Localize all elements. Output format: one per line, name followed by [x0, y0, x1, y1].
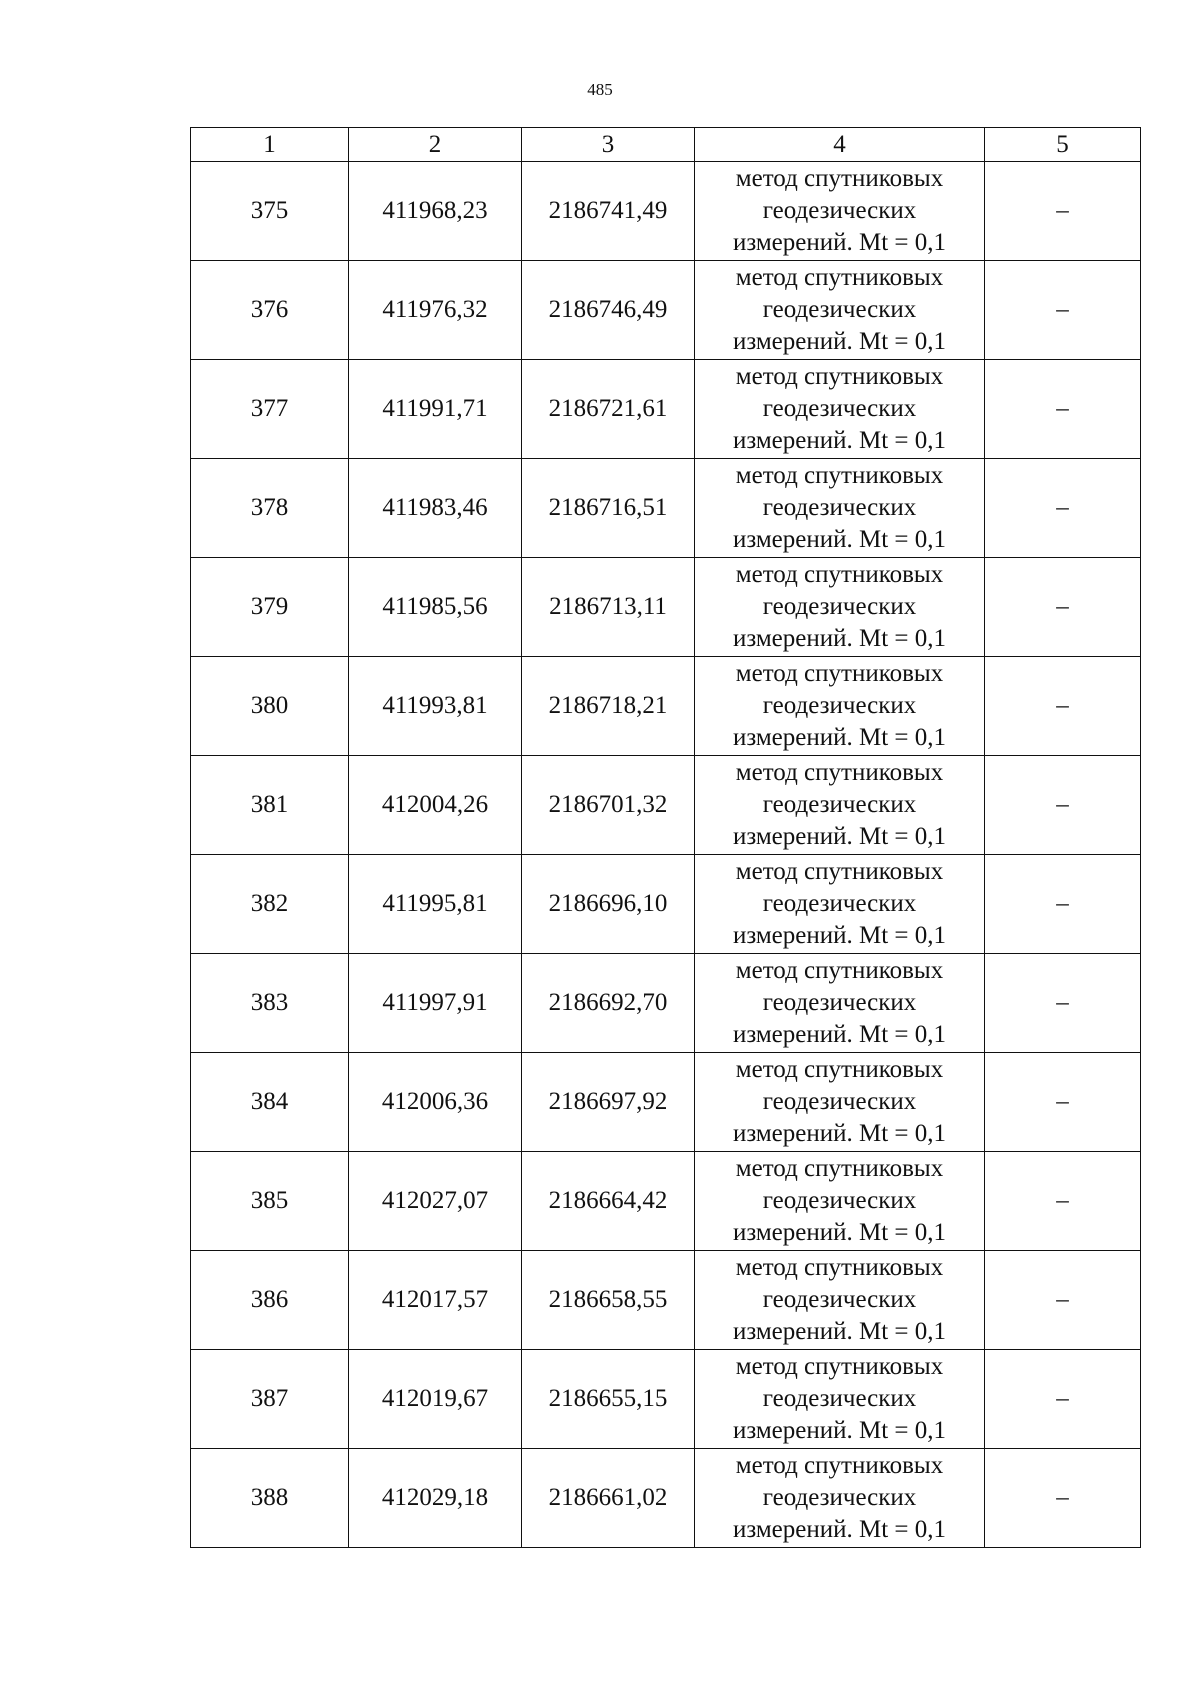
note-cell: –: [985, 756, 1141, 855]
method-text-line: измерений. Mt = 0,1: [732, 1417, 947, 1444]
method-text-line: метод спутниковых: [735, 1056, 944, 1083]
method-text-line: измерений. Mt = 0,1: [732, 526, 947, 553]
method-text-line: геодезических: [762, 593, 917, 620]
table-row: [191, 1152, 1141, 1251]
table-row: [191, 459, 1141, 558]
method-cell: [695, 360, 985, 459]
method-cell: [695, 459, 985, 558]
method-cell: [695, 1251, 985, 1350]
x-coordinate-cell: 412004,26: [349, 756, 522, 855]
y-coordinate-cell: 2186696,10: [522, 855, 695, 954]
note-cell: –: [985, 360, 1141, 459]
note-cell: –: [985, 162, 1141, 261]
point-number-cell: 381: [191, 756, 349, 855]
y-coordinate-cell: 2186721,61: [522, 360, 695, 459]
method-text-line: измерений. Mt = 0,1: [732, 823, 947, 850]
method-cell: [695, 261, 985, 360]
point-number-cell: 375: [191, 162, 349, 261]
table-body: [191, 162, 1141, 1548]
method-text-line: метод спутниковых: [735, 858, 944, 885]
note-cell: –: [985, 1449, 1141, 1548]
table-row: [191, 360, 1141, 459]
method-text-line: измерений. Mt = 0,1: [732, 625, 947, 652]
coordinates-table: [190, 127, 1141, 1548]
point-number-cell: 378: [191, 459, 349, 558]
y-coordinate-cell: 2186661,02: [522, 1449, 695, 1548]
method-text-line: метод спутниковых: [735, 561, 944, 588]
y-coordinate-cell: 2186692,70: [522, 954, 695, 1053]
x-coordinate-cell: 412029,18: [349, 1449, 522, 1548]
note-cell: –: [985, 558, 1141, 657]
method-cell: [695, 756, 985, 855]
method-text-line: геодезических: [762, 494, 917, 521]
point-number-cell: 377: [191, 360, 349, 459]
method-cell: [695, 855, 985, 954]
x-coordinate-cell: 411985,56: [349, 558, 522, 657]
y-coordinate-cell: 2186658,55: [522, 1251, 695, 1350]
point-number-cell: 386: [191, 1251, 349, 1350]
x-coordinate-cell: 412027,07: [349, 1152, 522, 1251]
header-col-2: 2: [349, 128, 522, 162]
note-cell: –: [985, 1152, 1141, 1251]
method-text-line: геодезических: [762, 1385, 917, 1412]
method-cell: [695, 954, 985, 1053]
x-coordinate-cell: 411991,71: [349, 360, 522, 459]
x-coordinate-cell: 411993,81: [349, 657, 522, 756]
point-number-cell: 380: [191, 657, 349, 756]
method-cell: [695, 1053, 985, 1152]
method-text-line: измерений. Mt = 0,1: [732, 724, 947, 751]
method-text-line: метод спутниковых: [735, 462, 944, 489]
method-text-line: измерений. Mt = 0,1: [732, 1219, 947, 1246]
method-text-line: измерений. Mt = 0,1: [732, 1516, 947, 1543]
table-row: [191, 855, 1141, 954]
y-coordinate-cell: 2186697,92: [522, 1053, 695, 1152]
method-text-line: метод спутниковых: [735, 165, 944, 192]
table-row: [191, 162, 1141, 261]
method-text-line: метод спутниковых: [735, 660, 944, 687]
y-coordinate-cell: 2186741,49: [522, 162, 695, 261]
table-row: [191, 756, 1141, 855]
table-row: [191, 1350, 1141, 1449]
method-text-line: измерений. Mt = 0,1: [732, 229, 947, 256]
method-cell: [695, 162, 985, 261]
y-coordinate-cell: 2186664,42: [522, 1152, 695, 1251]
table-row: [191, 1053, 1141, 1152]
page-number: 485: [587, 80, 613, 99]
y-coordinate-cell: 2186713,11: [522, 558, 695, 657]
point-number-cell: 379: [191, 558, 349, 657]
method-text-line: геодезических: [762, 1484, 917, 1511]
point-number-cell: 376: [191, 261, 349, 360]
y-coordinate-cell: 2186701,32: [522, 756, 695, 855]
method-text-line: метод спутниковых: [735, 1254, 944, 1281]
table-row: [191, 657, 1141, 756]
method-text-line: измерений. Mt = 0,1: [732, 1021, 947, 1048]
x-coordinate-cell: 412017,57: [349, 1251, 522, 1350]
method-text-line: измерений. Mt = 0,1: [732, 1318, 947, 1345]
point-number-cell: 382: [191, 855, 349, 954]
method-text-line: измерений. Mt = 0,1: [732, 328, 947, 355]
point-number-cell: 388: [191, 1449, 349, 1548]
method-text-line: измерений. Mt = 0,1: [732, 427, 947, 454]
table-row: [191, 1251, 1141, 1350]
method-text-line: метод спутниковых: [735, 1353, 944, 1380]
method-text-line: геодезических: [762, 197, 917, 224]
method-text-line: геодезических: [762, 395, 917, 422]
method-cell: [695, 1350, 985, 1449]
note-cell: –: [985, 954, 1141, 1053]
note-cell: –: [985, 855, 1141, 954]
y-coordinate-cell: 2186746,49: [522, 261, 695, 360]
x-coordinate-cell: 411997,91: [349, 954, 522, 1053]
table-row: [191, 261, 1141, 360]
y-coordinate-cell: 2186655,15: [522, 1350, 695, 1449]
method-text-line: геодезических: [762, 791, 917, 818]
method-text-line: метод спутниковых: [735, 957, 944, 984]
table-row: [191, 1449, 1141, 1548]
table-row: [191, 954, 1141, 1053]
header-col-1: 1: [191, 128, 349, 162]
method-text-line: метод спутниковых: [735, 1155, 944, 1182]
table-header: [191, 128, 1141, 162]
method-text-line: геодезических: [762, 1088, 917, 1115]
method-text-line: метод спутниковых: [735, 1452, 944, 1479]
header-col-4: 4: [695, 128, 985, 162]
table-row: [191, 558, 1141, 657]
method-text-line: геодезических: [762, 890, 917, 917]
method-cell: [695, 1152, 985, 1251]
header-col-3: 3: [522, 128, 695, 162]
method-text-line: геодезических: [762, 692, 917, 719]
point-number-cell: 387: [191, 1350, 349, 1449]
header-row: [191, 128, 1141, 162]
method-text-line: измерений. Mt = 0,1: [732, 1120, 947, 1147]
method-text-line: геодезических: [762, 1286, 917, 1313]
note-cell: –: [985, 459, 1141, 558]
method-text-line: геодезических: [762, 296, 917, 323]
x-coordinate-cell: 411995,81: [349, 855, 522, 954]
note-cell: –: [985, 1251, 1141, 1350]
method-text-line: геодезических: [762, 1187, 917, 1214]
point-number-cell: 383: [191, 954, 349, 1053]
method-text-line: измерений. Mt = 0,1: [732, 922, 947, 949]
y-coordinate-cell: 2186718,21: [522, 657, 695, 756]
method-text-line: метод спутниковых: [735, 363, 944, 390]
note-cell: –: [985, 1350, 1141, 1449]
method-text-line: геодезических: [762, 989, 917, 1016]
x-coordinate-cell: 411976,32: [349, 261, 522, 360]
y-coordinate-cell: 2186716,51: [522, 459, 695, 558]
method-cell: [695, 657, 985, 756]
note-cell: –: [985, 1053, 1141, 1152]
method-text-line: метод спутниковых: [735, 759, 944, 786]
note-cell: –: [985, 261, 1141, 360]
note-cell: –: [985, 657, 1141, 756]
x-coordinate-cell: 412019,67: [349, 1350, 522, 1449]
header-col-5: 5: [985, 128, 1141, 162]
point-number-cell: 384: [191, 1053, 349, 1152]
x-coordinate-cell: 411968,23: [349, 162, 522, 261]
point-number-cell: 385: [191, 1152, 349, 1251]
method-cell: [695, 558, 985, 657]
x-coordinate-cell: 412006,36: [349, 1053, 522, 1152]
x-coordinate-cell: 411983,46: [349, 459, 522, 558]
method-cell: [695, 1449, 985, 1548]
method-text-line: метод спутниковых: [735, 264, 944, 291]
